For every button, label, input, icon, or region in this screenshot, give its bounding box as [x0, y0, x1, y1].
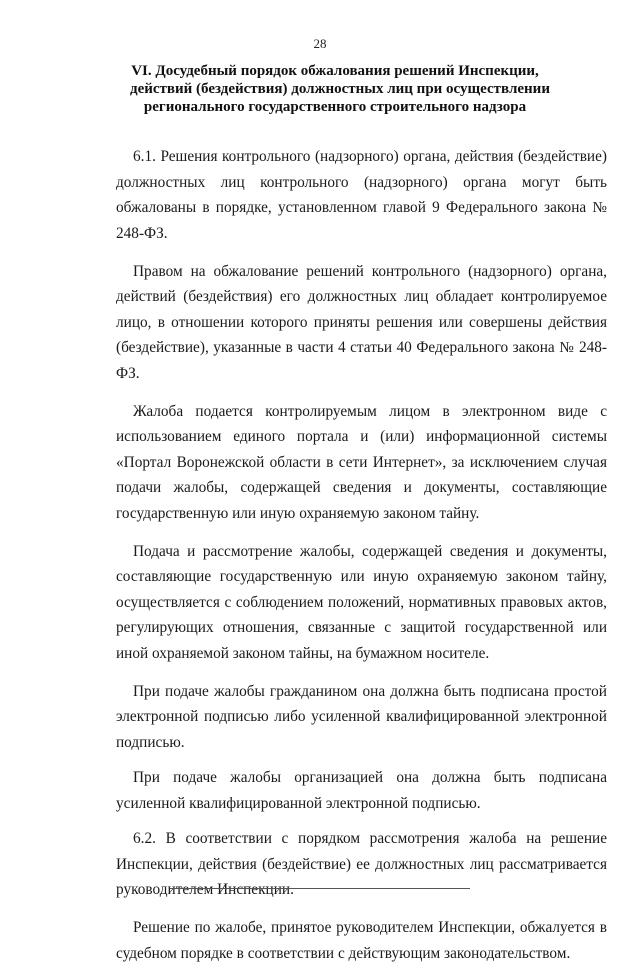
section-title-line: регионального государственного строительного надзора — [143, 99, 527, 115]
paragraph-6-1: 6.1. Решения контрольного (надзорного) органа, действия (бездействие) должностных лиц контрольного (надзорного) органа могут быть обжалованы в порядке, установленном главой 9 Федерального закона № 248-ФЗ. — [116, 148, 607, 242]
section-title-line: VI. Досудебный порядок обжалования решений Инспекции, — [131, 63, 539, 79]
scan-edge-line — [170, 888, 470, 889]
page-number: 28 — [313, 36, 327, 51]
paragraph-court-appeal: Решение по жалобе, принятое руководителем Инспекции, обжалуется в судебном порядке в соответствии с действующим законодательством. — [116, 919, 607, 962]
section-title-line: действий (бездействия) должностных лиц при осуществлении — [130, 81, 550, 97]
section-title — [130, 62, 550, 116]
paragraph-organization-signature: При подаче жалобы организацией она должна быть подписана усиленной квалифицированной электронной подписью. — [116, 769, 607, 812]
paragraph-paper-complaint: Подача и рассмотрение жалобы, содержащей сведения и документы, составляющие государственную или иную охраняемую законом тайну, осуществляется с соблюдением положений, нормативных правовых актов, регулирующих отношения, связанные с защитой государственной или иной охраняемой законом тайны, на бумажном носителе. — [116, 542, 607, 662]
paragraph-appeal-right: Правом на обжалование решений контрольного (надзорного) органа, действий (бездействия) его должностных лиц обладает контролируемое лицо, в отношении которого приняты решения или совершены действия (бездействие), указанные в части 4 статьи 40 Федерального закона № 248-ФЗ. — [116, 262, 607, 382]
paragraph-6-2: 6.2. В соответствии с порядком рассмотрения жалоба на решение Инспекции, действия (бездействие) ее должностных лиц рассматривается руководителем Инспекции. — [116, 830, 607, 898]
paragraph-citizen-signature: При подаче жалобы гражданином она должна быть подписана простой электронной подписью либо усиленной квалифицированной электронной подписью. — [116, 682, 607, 751]
paragraph-electronic-complaint: Жалоба подается контролируемым лицом в электронном виде с использованием единого портала и (или) информационной системы «Портал Воронежской области в сети Интернет», за исключением случая подачи жалобы, содержащей сведения и документы, составляющие государственную или иную охраняемую законом тайну. — [116, 402, 607, 522]
document-body — [116, 144, 607, 979]
